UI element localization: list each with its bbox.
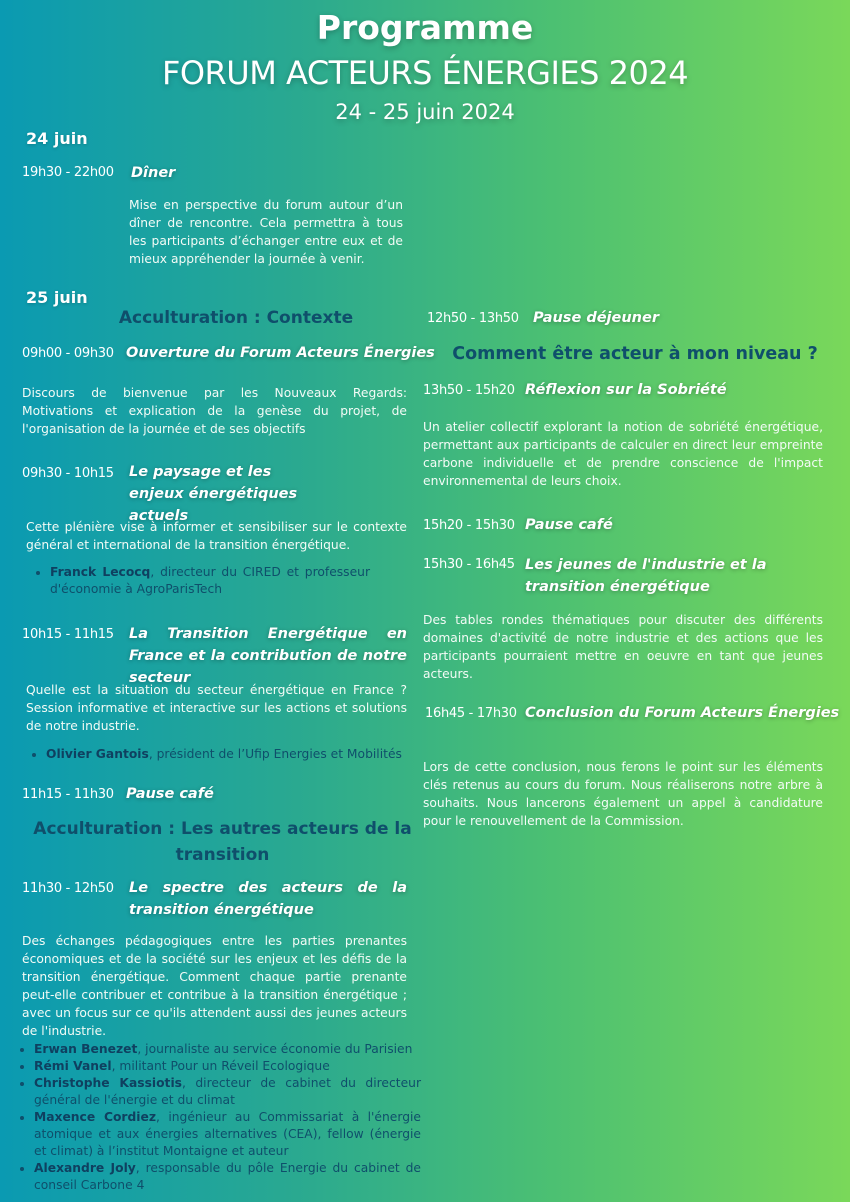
speaker-list (22, 1041, 421, 1194)
session-title: Pause café (126, 786, 214, 802)
speaker-name: Olivier Gantois (46, 747, 149, 761)
session-time: 11h30 - 12h50 (22, 881, 114, 896)
day-label-25-juin: 25 juin (26, 288, 88, 307)
speaker-role: , ingénieur au Commissariat à l'énergie atomique et aux énergies alternatives (CEA), fellow (énergie et climat) à l’institut Montaigne et auteur (34, 1110, 421, 1158)
section-heading-contexte: Acculturation : Contexte (118, 308, 354, 328)
speaker-name: Rémi Vanel (34, 1059, 112, 1073)
session-description: Cette plénière vise à informer et sensibiliser sur le contexte général et international de la transition énergétique. (26, 520, 407, 552)
session-time: 11h15 - 11h30 (22, 787, 114, 802)
section-heading-acteur-niveau: Comment être acteur à mon niveau ? (452, 344, 818, 364)
session-title: Réflexion sur la Sobriété (525, 382, 727, 398)
session-description: Des tables rondes thématiques pour discuter des différents domaines d'activité de notre industrie et des actions que les participants pourraient mettre en oeuvre en tant que jeunes acteurs. (423, 613, 823, 681)
session-time: 16h45 - 17h30 (425, 706, 517, 721)
speaker-role: , journaliste au service économie du Parisien (137, 1042, 413, 1056)
speaker-item (46, 746, 427, 763)
speaker-name: Erwan Benezet (34, 1042, 138, 1056)
session-title: Pause café (525, 517, 613, 533)
speaker-role: , militant Pour un Réveil Ecologique (111, 1059, 330, 1073)
session-title: Conclusion du Forum Acteurs Énergies (525, 705, 840, 721)
speaker-item (34, 1058, 421, 1075)
session-title: La Transition Energétique en France et la contribution de notre secteur (129, 626, 407, 686)
programme-title: Programme (316, 8, 534, 47)
session-time: 10h15 - 11h15 (22, 627, 114, 642)
section-heading-autres-acteurs: Acculturation : Les autres acteurs de la transition (33, 819, 412, 865)
speaker-item (50, 564, 370, 598)
speaker-name: Christophe Kassiotis (34, 1076, 182, 1090)
speaker-item (34, 1075, 421, 1109)
session-title: Le paysage et les enjeux énergétiques actuels (129, 464, 298, 524)
session-time: 09h00 - 09h30 (22, 346, 114, 361)
session-time: 15h30 - 16h45 (423, 557, 515, 572)
session-description: Un atelier collectif explorant la notion de sobriété énergétique, permettant aux participants de calculer en direct leur empreinte carbone individuelle et de prendre conscience de l'impact environnemental de leurs choix. (423, 420, 823, 488)
session-title: Ouverture du Forum Acteurs Énergies (126, 345, 435, 361)
session-description: Lors de cette conclusion, nous ferons le point sur les éléments clés retenus au cours du forum. Nous réaliserons notre arbre à souhaits. Nous lancerons également un appel à candidature pour le renouvellement de la Commission. (423, 760, 823, 828)
speaker-role: , responsable du pôle Energie du cabinet de conseil Carbone 4 (34, 1161, 421, 1192)
session-description: Mise en perspective du forum autour d’un dîner de rencontre. Cela permettra à tous les participants d’échanger entre eux et de mieux appréhender la journée à venir. (129, 198, 403, 266)
session-time: 09h30 - 10h15 (22, 466, 114, 481)
session-description: Quelle est la situation du secteur énergétique en France ? Session informative et interactive sur les actions et solutions de notre industrie. (26, 683, 407, 733)
speaker-role: , directeur du CIRED et professeur d'économie à AgroParisTech (50, 565, 371, 596)
event-title: FORUM ACTEURS ÉNERGIES 2024 (161, 54, 689, 92)
session-time: 15h20 - 15h30 (423, 518, 515, 533)
speaker-list (30, 564, 370, 598)
speaker-name: Maxence Cordiez (34, 1110, 157, 1124)
session-description: Des échanges pédagogiques entre les parties prenantes économiques et de la société sur les enjeux et les défis de la transition énergétique. Comment chaque partie prenante peut-elle contribuer et contribue à la transition énergétique ; avec un focus sur ce qu'ils attendent aussi des jeunes acteurs de l'industrie. (22, 934, 407, 1038)
speaker-item (34, 1160, 421, 1194)
day-label-24-juin: 24 juin (26, 129, 88, 148)
speaker-item (34, 1109, 421, 1160)
session-time: 19h30 - 22h00 (22, 165, 114, 180)
session-time: 13h50 - 15h20 (423, 383, 515, 398)
speaker-role: , président de l’Ufip Energies et Mobilités (148, 747, 402, 761)
session-title: Dîner (131, 165, 176, 181)
speaker-item (34, 1041, 421, 1058)
event-dates: 24 - 25 juin 2024 (335, 100, 515, 124)
session-description: Discours de bienvenue par les Nouveaux Regards: Motivations et explication de la genèse du projet, de l'organisation de la journée et de ses objectifs (22, 386, 407, 436)
speaker-role: , directeur de cabinet du directeur général de l'énergie et du climat (34, 1076, 421, 1107)
speaker-name: Alexandre Joly (34, 1161, 136, 1175)
session-time: 12h50 - 13h50 (427, 311, 519, 326)
session-title: Le spectre des acteurs de la transition énergétique (129, 880, 407, 918)
session-title: Les jeunes de l'industrie et la transition énergétique (525, 557, 767, 595)
speaker-list (26, 746, 427, 763)
speaker-name: Franck Lecocq (50, 565, 151, 579)
session-title: Pause déjeuner (533, 310, 659, 326)
